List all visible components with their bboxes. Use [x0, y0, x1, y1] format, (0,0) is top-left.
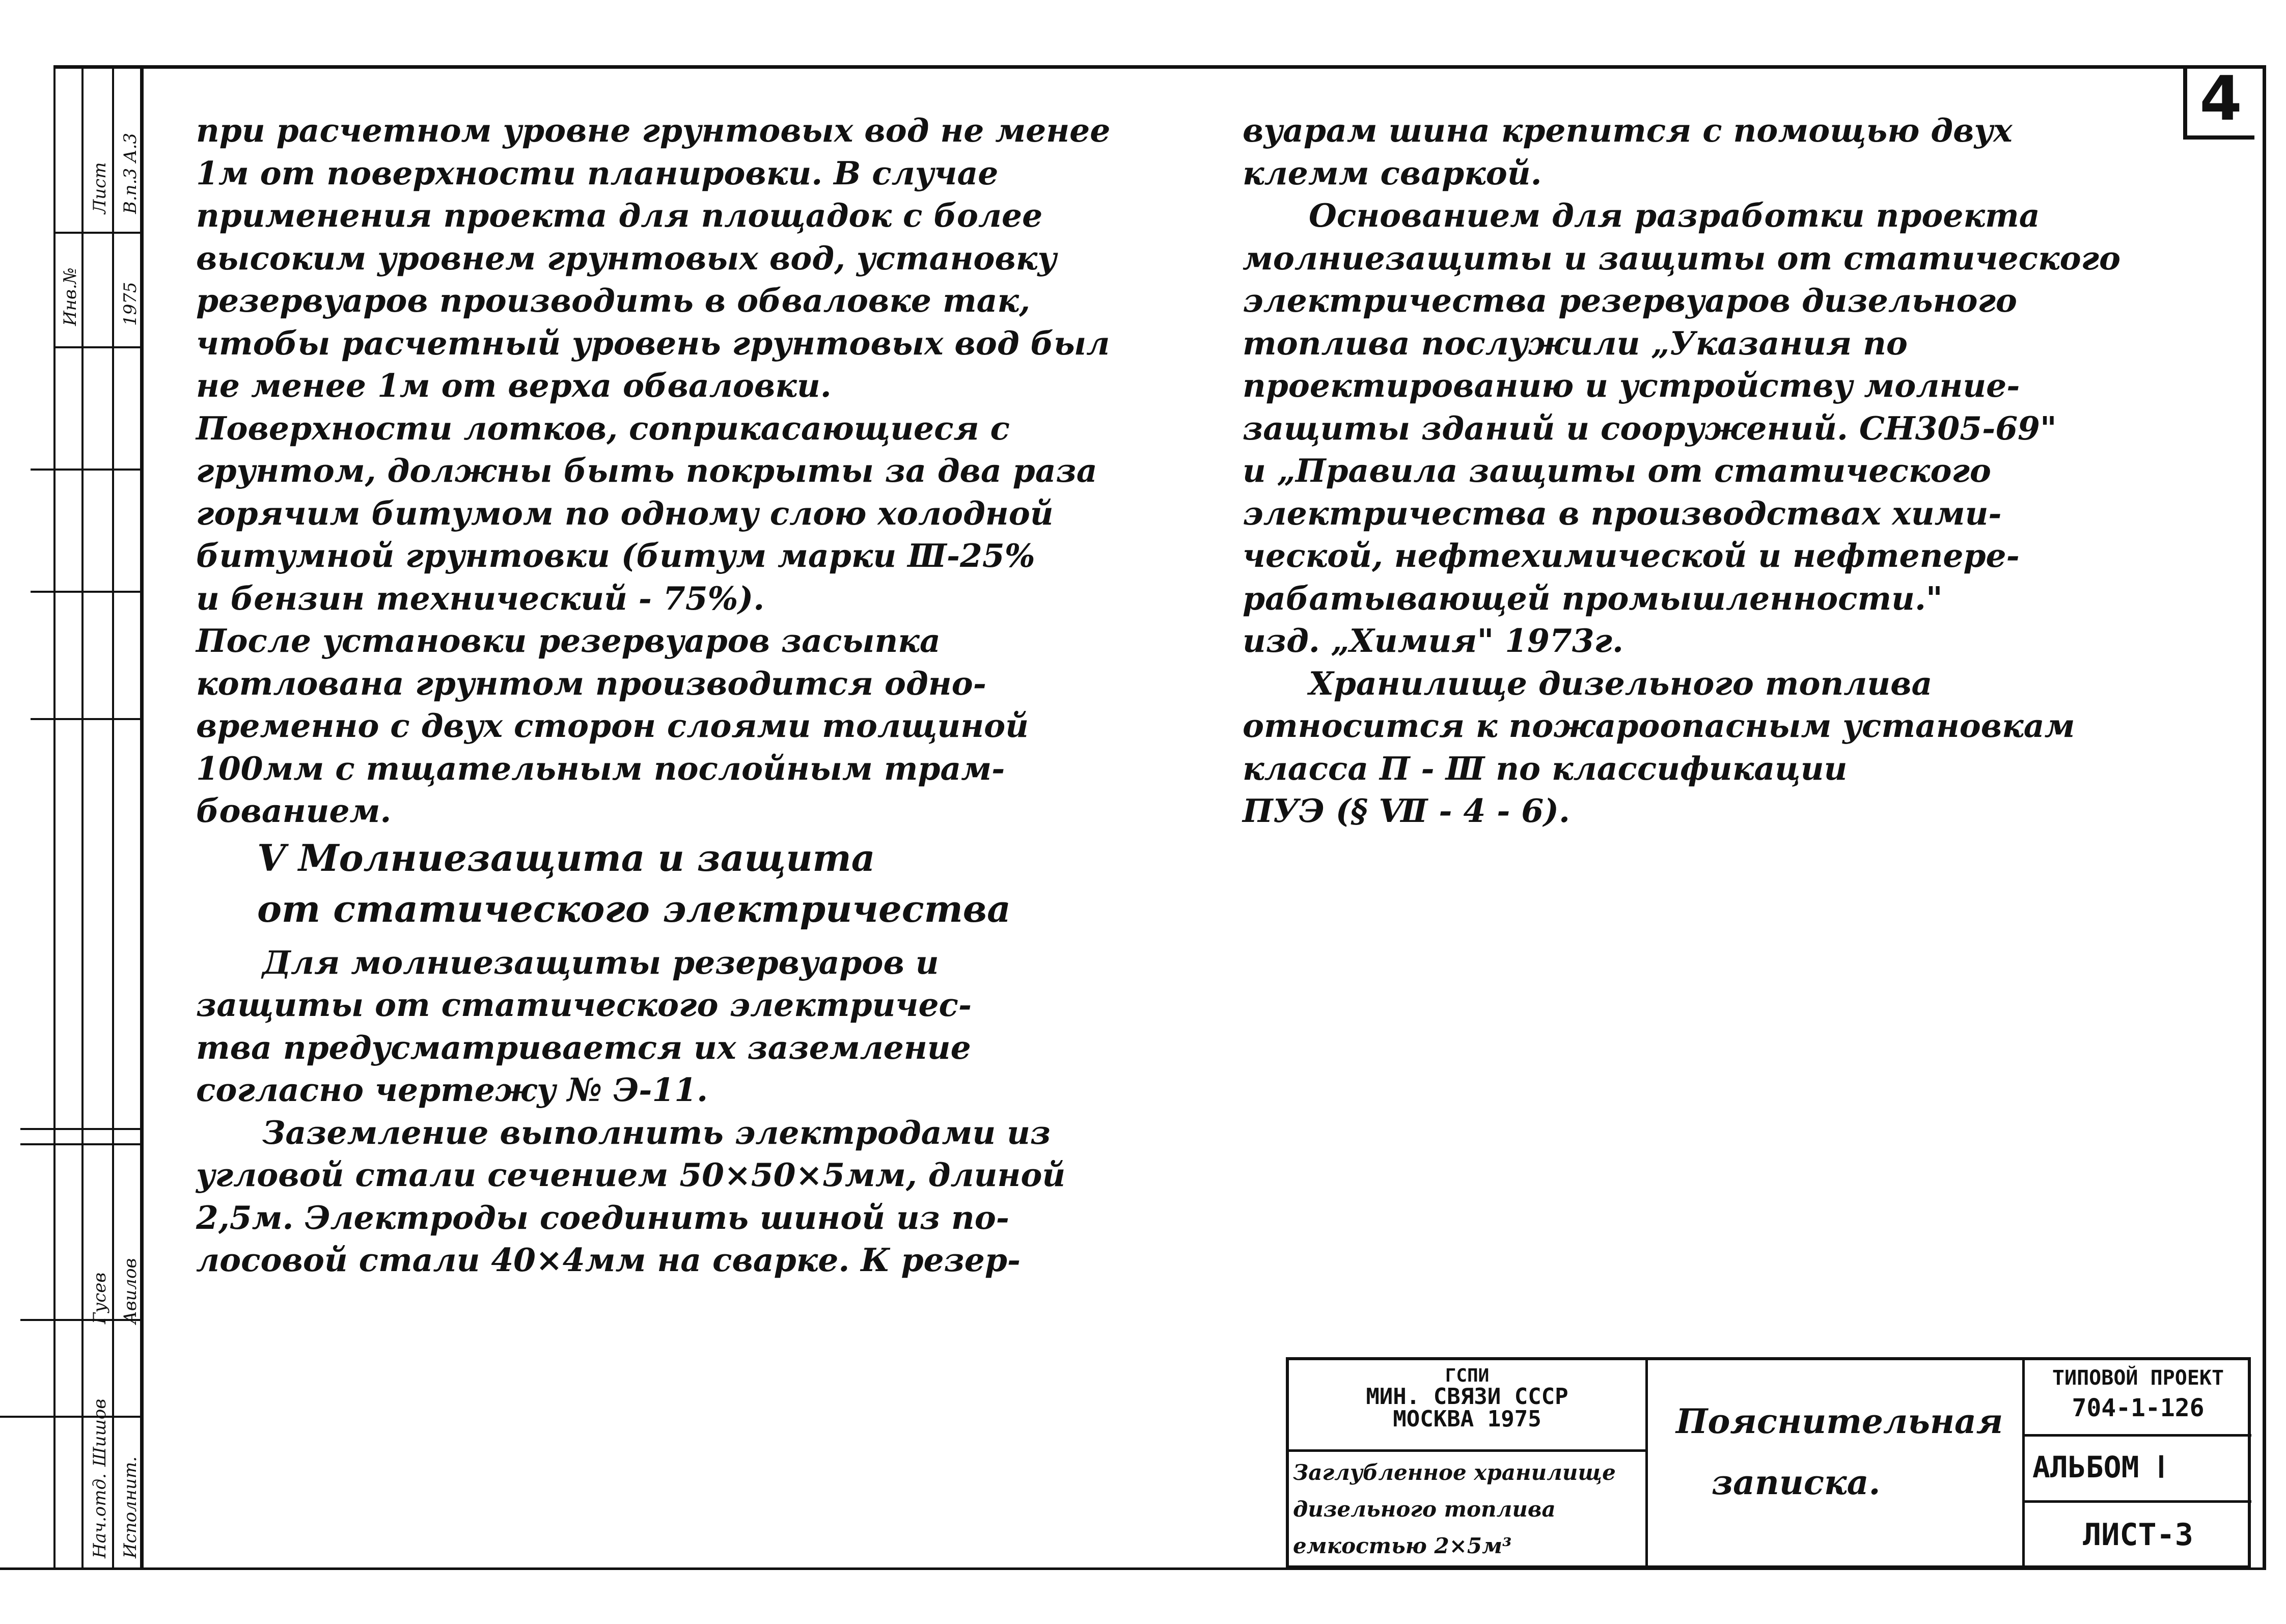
right-column-line: рабатывающей промышленности." [1243, 579, 1943, 617]
object-line-1: Заглубленное хранилище [1293, 1460, 1616, 1485]
sheet-label: ЛИСТ-3 [2083, 1517, 2193, 1553]
strip-label-list: Лист [90, 162, 110, 214]
page-number: 4 [2183, 66, 2254, 140]
left-column-line: После установки резервуаров засыпка [196, 622, 941, 659]
left-column-line: высоким уровнем грунтовых вод, установку [196, 239, 1057, 277]
org-line-3: МОСКВА 1975 [1393, 1406, 1541, 1432]
strip-label-album: В.п.3 А.3 [120, 132, 141, 214]
org-line-2: МИН. СВЯЗИ СССР [1366, 1384, 1568, 1410]
org-stamp [1289, 1366, 1645, 1430]
strip-label-name-3: Авилов [120, 1258, 141, 1324]
right-text-column [1243, 109, 2120, 833]
document-title-line-1: Пояснительная [1676, 1401, 2003, 1441]
object-description [1293, 1454, 1644, 1564]
left-column-line: при расчетном уровне грунтовых вод не менее [196, 112, 1111, 149]
left-column-line: бованием. [196, 792, 392, 830]
strip-vline-1 [53, 65, 56, 1570]
left-column-line: грунтом, должны быть покрыты за два раза [196, 452, 1097, 489]
right-column-line: класса П - Ⅲ по классификации [1243, 749, 1848, 787]
right-column-line: относится к пожароопасным установкам [1243, 707, 2075, 745]
strip-hline-4 [31, 591, 144, 593]
document-title [1676, 1391, 2022, 1513]
right-column-line: защиты зданий и сооружений. СН305-69" [1243, 409, 2057, 447]
left-column-line: Для молниезащиты резервуаров и [262, 943, 939, 981]
project-label: ТИПОВОЙ ПРОЕКТ [2052, 1366, 2224, 1390]
object-line-3: емкостью 2×5м³ [1293, 1533, 1512, 1558]
strip-hline-6 [20, 1128, 144, 1130]
left-column-line: 1м от поверхности планировки. В случае [196, 154, 999, 192]
strip-hline-9 [0, 1416, 144, 1418]
frame-left-line [140, 65, 144, 1570]
left-column-line: Заземление выполнить электродами из [262, 1113, 1051, 1151]
title-block-album-separator [2022, 1500, 2251, 1503]
strip-label-inv: Инв.№ [60, 267, 80, 326]
strip-label-name-1: Шишов [90, 1398, 110, 1467]
right-column-line: ческой, нефтехимической и нефтепере- [1243, 537, 2020, 574]
left-column-line: 100мм с тщательным послойным трам- [196, 749, 1005, 787]
strip-vline-2 [81, 65, 84, 1570]
title-block [1286, 1357, 2251, 1568]
right-column-line: электричества резервуаров дизельного [1243, 282, 2017, 319]
right-column-line: ПУЭ (§ Ⅶ - 4 - 6). [1243, 792, 1570, 830]
document-title-line-2: записка. [1712, 1463, 1881, 1502]
left-column-line: тва предусматривается их заземление [196, 1028, 971, 1066]
left-column-line: чтобы расчетный уровень грунтовых вод был [196, 324, 1110, 362]
right-column-line: электричества в производствах хими- [1243, 494, 2002, 532]
strip-label-year: 1975 [120, 282, 141, 326]
left-column-line: 2,5м. Электроды соединить шиной из по- [196, 1198, 1009, 1236]
right-column-line: клемм сваркой. [1243, 154, 1542, 192]
strip-vline-3 [112, 65, 114, 1570]
left-column-line: горячим битумом по одному слою холодной [196, 494, 1054, 532]
frame-right-line [2263, 65, 2266, 1570]
right-column-line: топлива послужили „Указания по [1243, 324, 1908, 362]
strip-hline-7 [20, 1143, 144, 1145]
strip-label-isp: Исполнит. [120, 1456, 141, 1558]
strip-label-name-2: Гусев [90, 1272, 110, 1324]
left-column-line: от статического электричества [257, 887, 1011, 930]
left-text-column [196, 109, 1110, 1282]
strip-hline-5 [31, 718, 144, 720]
left-column-line: и бензин технический - 75%). [196, 579, 765, 617]
right-column-line: вуарам шина крепится с помощью двух [1243, 112, 2013, 149]
left-column-line: битумной грунтовки (битум марки Ⅲ-25% [196, 537, 1035, 574]
strip-label-nach: Нач.отд. [90, 1473, 110, 1558]
left-column-line: защиты от статического электричес- [196, 986, 972, 1024]
left-column-line: лосовой стали 40×4мм на сварке. К резер- [196, 1241, 1021, 1279]
left-column-line: не менее 1м от верха обваловки. [196, 367, 832, 404]
org-line-1: ГСПИ [1445, 1365, 1490, 1386]
title-block-org-separator [1289, 1449, 1645, 1452]
frame-top-line [53, 65, 2266, 69]
strip-hline-2 [53, 346, 144, 348]
left-column-line: резервуаров производить в обваловке так, [196, 282, 1030, 319]
strip-hline-3 [31, 469, 144, 471]
left-column-line: котлована грунтом производится одно- [196, 664, 986, 702]
right-column-line: проектированию и устройству молние- [1243, 367, 2020, 404]
title-block-divider-1 [1645, 1360, 1648, 1565]
title-block-project-separator [2022, 1434, 2251, 1437]
project-number: 704-1-126 [2072, 1394, 2205, 1422]
strip-hline-1 [53, 232, 144, 234]
right-column-line: Основанием для разработки проекта [1309, 197, 2040, 234]
right-column-line: изд. „Химия" 1973г. [1243, 622, 1623, 659]
left-column-line: угловой стали сечением 50×50×5мм, длиной [196, 1156, 1066, 1194]
left-column-line: Поверхности лотков, соприкасающиеся с [196, 409, 1010, 447]
right-column-line: и „Правила защиты от статического [1243, 452, 1991, 489]
left-column-line: временно с двух сторон слоями толщиной [196, 707, 1029, 745]
right-column-line: молниезащиты и защиты от статического [1243, 239, 2121, 277]
project-block [2025, 1363, 2251, 1423]
right-column-line: Хранилище дизельного топлива [1309, 664, 1933, 702]
left-column-line: согласно чертежу № Э-11. [196, 1071, 708, 1109]
left-column-line: Ⅴ Молниезащита и защита [257, 836, 875, 879]
album-label: АЛЬБОМ Ⅰ [2032, 1450, 2166, 1484]
object-line-2: дизельного топлива [1293, 1497, 1556, 1522]
left-column-line: применения проекта для площадок с более [196, 197, 1043, 234]
